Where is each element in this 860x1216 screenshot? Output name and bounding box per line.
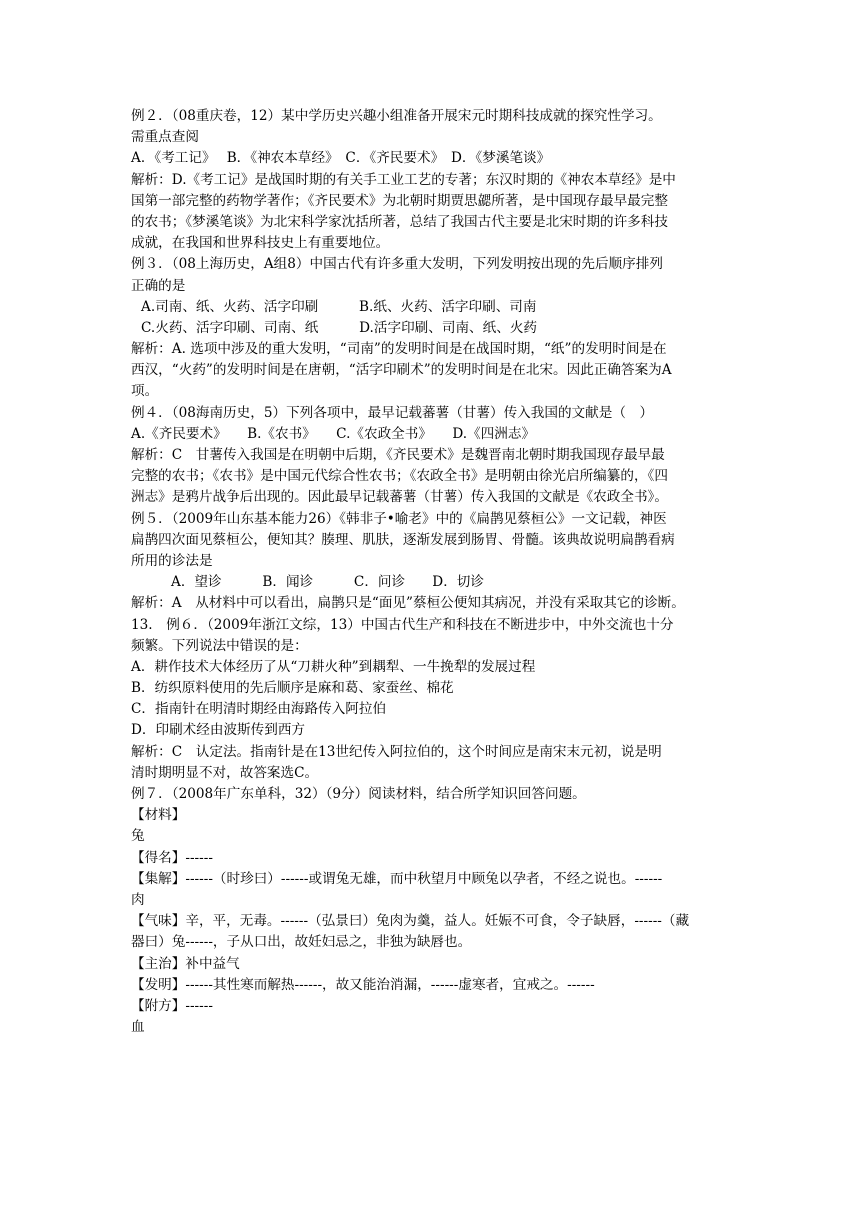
q2-stem-line2: 需重点查阅 <box>131 129 199 146</box>
q3-analysis-line2: 西汉，“火药”的发明时间是在唐朝，“活字印刷术”的发明时间是在北宋。因此正确答案为A <box>131 362 672 379</box>
q4-analysis-line2: 完整的农书；《农书》是中国元代综合性农书；《农政全书》是明朝由徐光启所编纂的，《四 <box>131 468 668 485</box>
q7-material-elucidation: 【发明】------其性寒而解热------，故又能治消漏，------虚寒者，宜戒之。------ <box>131 976 595 993</box>
q4-options: A.《齐民要术》 B.《农书》 C.《农政全书》 D.《四洲志》 <box>131 425 536 442</box>
q2-analysis-line2: 国第一部完整的药物学著作；《齐民要术》为北朝时期贾思勰所著，是中国现存最早最完整 <box>131 192 668 209</box>
q7-material-taste-line2: 器曰）兔------，子从口出，故妊妇忌之，非独为缺唇也。 <box>131 934 472 951</box>
q7-material-collected: 【集解】------（时珍曰）------或谓兔无雄，而中秋望月中顾兔以孕者，不经之说也。------ <box>131 870 663 887</box>
q7-material-indication: 【主治】补中益气 <box>131 955 240 972</box>
q7-material-blood: 血 <box>131 1019 145 1036</box>
q7-stem: 例７．（2008年广东单科，32）（9分）阅读材料，结合所学知识回答问题。 <box>131 786 586 802</box>
q5-stem-line2: 扁鹊四次面见蔡桓公，便知其？腠理、肌肤，逐渐发展到肠胃、骨髓。该典故说明扁鹊看病 <box>131 531 675 548</box>
q3-options-cd: C.火药、活字印刷、司南、纸 D.活字印刷、司南、纸、火药 <box>141 319 538 336</box>
q6-option-a: A．耕作技术大体经历了从“刀耕火种”到耦犁、一牛挽犁的发展过程 <box>131 658 536 675</box>
q4-stem: 例４．（08海南历史，5）下列各项中，最早记载蕃薯（甘薯）传入我国的文献是（ ） <box>131 404 654 421</box>
q2-options: A．《考工记》 B．《神农本草经》 C．《齐民要术》 D．《梦溪笔谈》 <box>131 150 551 167</box>
q7-material-rabbit: 兔 <box>131 828 145 845</box>
q7-material-naming: 【得名】------ <box>131 849 213 866</box>
q3-stem-line1: 例３．（08上海历史，A组8）中国古代有许多重大发明，下列发明按出现的先后顺序排列 <box>131 256 663 273</box>
q2-analysis-line4: 成就，在我国和世界科技史上有重要地位。 <box>131 235 390 252</box>
q7-material-prescription: 【附方】------ <box>131 997 213 1014</box>
q3-stem-line2: 正确的是 <box>131 277 186 294</box>
q5-stem-line3: 所用的诊法是 <box>131 552 213 569</box>
q4-analysis-line3: 洲志》是鸦片战争后出现的。因此最早记载蕃薯（甘薯）传入我国的文献是《农政全书》。 <box>131 489 668 506</box>
q6-option-d: D．印刷术经由波斯传到西方 <box>131 722 306 739</box>
q7-material-meat: 肉 <box>131 891 145 908</box>
q5-analysis: 解析：A 从材料中可以看出，扁鹊只是“面见”蔡桓公便知其病况，并没有采取其它的诊断。 <box>131 595 685 612</box>
q2-analysis-line1: 解析：D.《考工记》是战国时期的有关手工业工艺的专著；东汉时期的《神农本草经》是中 <box>131 171 676 188</box>
q2-stem-line1: 例２．（08重庆卷，12）某中学历史兴趣小组准备开展宋元时期科技成就的探究性学习。 <box>131 108 662 124</box>
q3-analysis-line1: 解析：A. 选项中涉及的重大发明，“司南”的发明时间是在战国时期，“纸”的发明时间是在 <box>131 341 667 358</box>
q5-options: A．望诊 B．闻诊 C．问诊 D．切诊 <box>171 574 484 591</box>
q4-analysis-line1: 解析：C 甘薯传入我国是在明朝中后期，《齐民要术》是魏晋南北朝时期我国现存最早最 <box>131 447 665 463</box>
q3-analysis-line3: 项。 <box>131 383 159 400</box>
q6-analysis-line2: 清时期明显不对，故答案选C。 <box>131 764 319 781</box>
q6-option-c: C．指南针在明清时期经由海路传入阿拉伯 <box>131 701 387 718</box>
q6-analysis-line1: 解析：C 认定法。指南针是在13世纪传入阿拉伯的，这个时间应是南宋末元初，说是明 <box>131 743 662 760</box>
q5-stem-line1: 例５．（2009年山东基本能力26）《韩非子•喻老》中的《扁鹊见蔡桓公》一文记载，神医 <box>131 510 667 527</box>
q6-stem-line2: 频繁。下列说法中错误的是： <box>131 637 308 654</box>
q2-analysis-line3: 的农书；《梦溪笔谈》为北宋科学家沈括所著，总结了我国古代主要是北宋时期的许多科技 <box>131 213 668 230</box>
q6-stem-line1: 13. 例６．（2009年浙江文综，13）中国古代生产和科技在不断进步中，中外交流也十分 <box>131 616 674 633</box>
q7-material-heading: 【材料】 <box>131 807 186 824</box>
q7-material-taste-line1: 【气味】辛，平，无毒。------（弘景曰）兔肉为羹，益人。妊娠不可食，令子缺唇，------（藏 <box>131 913 690 930</box>
document-body <box>131 106 735 1038</box>
q6-option-b: B．纺织原料使用的先后顺序是麻和葛、家蚕丝、棉花 <box>131 680 454 697</box>
q3-options-ab: A.司南、纸、火药、活字印刷 B.纸、火药、活字印刷、司南 <box>141 298 537 315</box>
